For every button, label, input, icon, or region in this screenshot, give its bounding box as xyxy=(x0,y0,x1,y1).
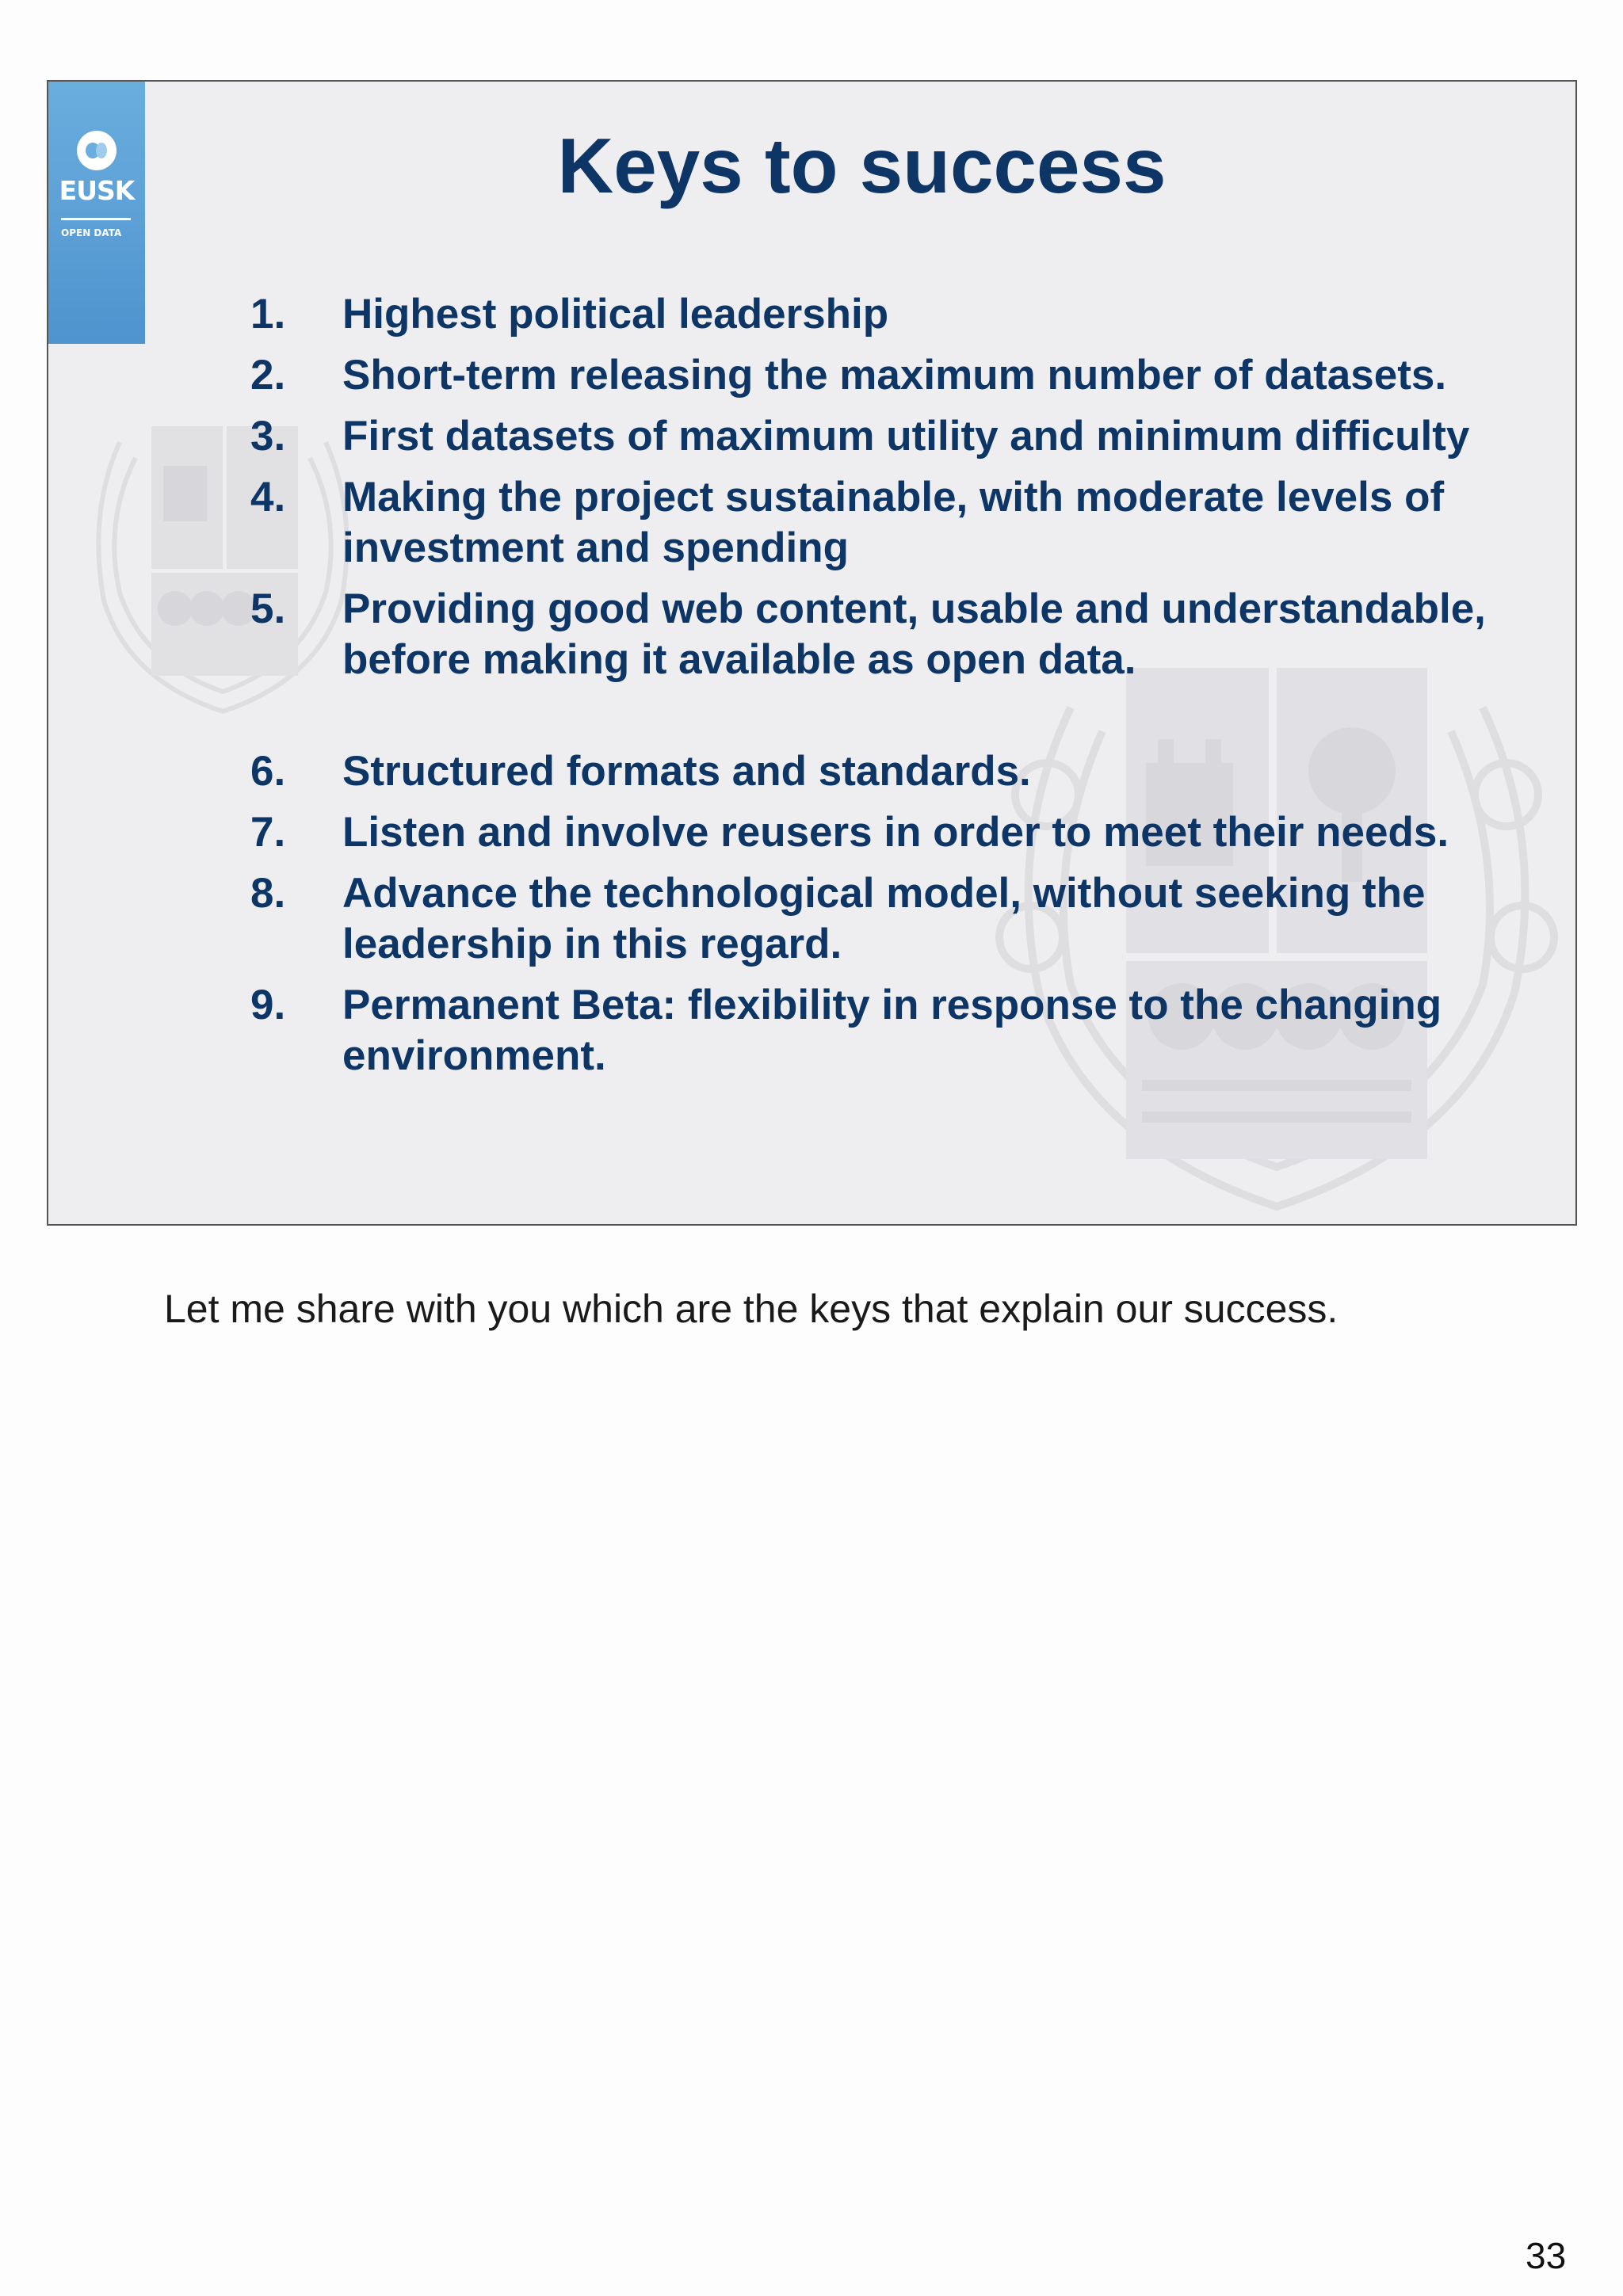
list-item-number: 4. xyxy=(250,474,286,521)
list-item-text: Advance the technological model, without seeking the leadership in this regard. xyxy=(342,870,1426,967)
slide-title: Keys to success xyxy=(557,122,1167,209)
list-item-number: 1. xyxy=(250,291,286,338)
list-item-number: 2. xyxy=(250,352,286,399)
list-item-number: 8. xyxy=(250,870,286,917)
euskadi-open-data-logo xyxy=(48,82,145,344)
logo-divider xyxy=(61,218,131,220)
coat-of-arms-watermark-icon xyxy=(72,395,373,727)
list-item-number: 6. xyxy=(250,748,286,795)
list-item-text: First datasets of maximum utility and minimum difficulty xyxy=(342,413,1470,460)
list-item-text: Providing good web content, usable and understandable, before making it available as open data. xyxy=(342,585,1486,683)
list-item-text: Structured formats and standards. xyxy=(342,748,1031,795)
slide xyxy=(47,80,1577,1226)
open-data-logo-icon xyxy=(77,131,116,170)
list-item-number: 5. xyxy=(250,585,286,632)
list-item-text: Highest political leadership xyxy=(342,291,889,338)
logo-subtitle: OPEN DATA xyxy=(61,227,122,238)
list-item-text: Short-term releasing the maximum number of datasets. xyxy=(342,352,1447,399)
logo-name: EUSK xyxy=(59,175,135,206)
list-item-text: Permanent Beta: flexibility in response to the changing environment. xyxy=(342,982,1442,1079)
page-number: 33 xyxy=(1526,2235,1567,2276)
list-item-number: 3. xyxy=(250,413,286,460)
list-item-number: 9. xyxy=(250,982,286,1028)
speaker-notes: Let me share with you which are the keys that explain our success. xyxy=(164,1287,1338,1331)
list-item-number: 7. xyxy=(250,809,286,856)
list-item-text: Listen and involve reusers in order to meet their needs. xyxy=(342,809,1449,856)
list-item-text: Making the project sustainable, with moderate levels of investment and spending xyxy=(342,474,1445,571)
